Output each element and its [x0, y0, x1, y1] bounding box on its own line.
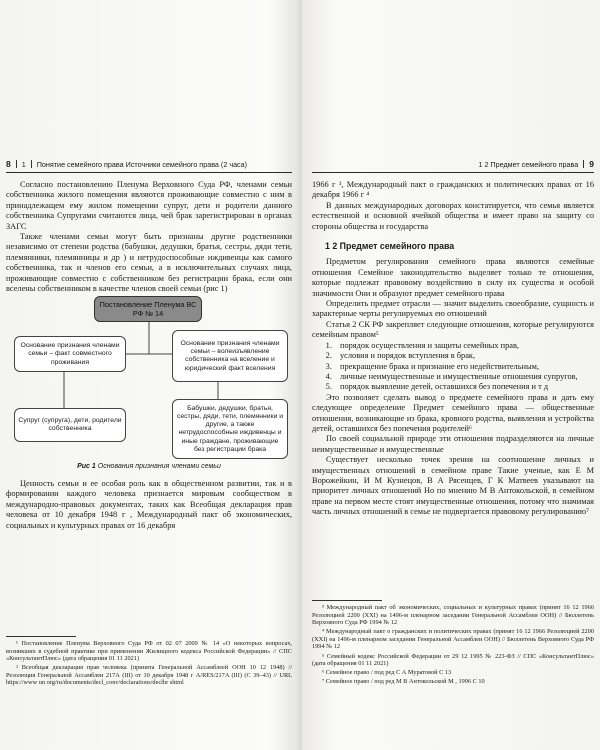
- left-page: [6, 158, 292, 748]
- paragraph: В данных международных договорах констатируется, что семья является естественной и основной ячейкой общества и имеет право на защиту со стороны общества и государства: [312, 200, 594, 231]
- right-running-title: 1 2 Предмет семейного права: [478, 160, 579, 169]
- right-running-head: [312, 158, 594, 173]
- left-footnotes: [6, 636, 292, 689]
- left-running-head: [6, 158, 292, 173]
- diagram-right-members-box: Бабушки, дедушки, братья, сестры, дяди, тети, племянники и другие, а также нетрудоспособные иждивенцы и иные граждане, проживающие без регистрации брака: [172, 399, 288, 459]
- footnote: ² Всеобщая декларация прав человека (принята Генеральной Ассамблеей ООН 10 12 1948) // Резолюция Генеральной Ассамблеи 217А (III) от 10 декабря 1948 г A/RES/217A (III) (С 39–43) // URL https://www un org/ru/documents/decl_conv/declarations/declhr shtml: [6, 664, 292, 687]
- divider: [583, 160, 584, 168]
- paragraph: По своей социальной природе эти отношения подразделяются на личные неимущественные и имущественные: [312, 434, 594, 454]
- left-page-number: 8: [6, 159, 11, 169]
- right-footnotes: [312, 600, 594, 687]
- left-chapter-number: 1: [21, 160, 26, 169]
- paragraph: Ценность семьи и ее особая роль как в общественном развитии, так и в формировании каждого человека признается мировым сообществом в международно-правовых документах, таких как Всеобщая декларация прав человека от 10 декабря 1948 г , Международный пакт об экономических, социальных и культурных правах от 16 декабря: [6, 478, 292, 530]
- list-item: 3. прекращение брака и признание его недействительным,: [334, 362, 594, 372]
- right-page: [312, 158, 594, 748]
- diagram-left-members-box: Супруг (супруга), дети, родители собственника: [14, 408, 126, 442]
- paragraph: Существует несколько точек зрения на соотношение личных и имущественных отношений в семейном праве Такие ученые, как Е М Ворожейкин, И М Кузнецов, В А Рясенцев, Г К Матвеев указывают на приоритет личных отношений Но по мнению М В Антокольской, в семейном праве на первом месте стоят имущественные отношения, потому что значимая часть личных отношений в семье не подвергается правовому регулированию⁷: [312, 455, 594, 517]
- paragraph: Это позволяет сделать вывод о предмете семейного права и дать ему следующее определение Предмет семейного права — общественные отношения, возникающие из брака, кровного родства, выявления и устройства детей, оставшихся без попечения родителей⁶: [312, 392, 594, 433]
- paragraph: Предметом регулирования семейного права являются семейные отношения Семейное законодательство выделяет только те отношения, которые подлежат правовому воздействию в силу их существа и особой значимости Они и образуют предмет семейного права: [312, 257, 594, 298]
- list-item: 1. порядок осуществления и защиты семейных прав,: [334, 341, 594, 351]
- list-item: 4. личные неимущественные и имущественные отношения супругов,: [334, 372, 594, 382]
- paragraph: Согласно постановлению Пленума Верховного Суда РФ, членами семьи собственника жилого помещения являются проживающие совместно с ним в принадлежащем ему жилом помещении супруг, дети и родители данного собственника Супругами считаются лица, чей брак зарегистрирован в органах ЗАГС: [6, 180, 292, 231]
- list-item: 2. условия и порядок вступления в брак,: [334, 351, 594, 361]
- diagram-right-basis-box: Основание признания членами семьи – волеизъявление собственника на вселение и юридический факт вселения: [172, 330, 288, 382]
- footnote-rule: [312, 600, 382, 601]
- footnote: ¹ Постановление Пленума Верховного Суда РФ от 02 07 2009 № 14 «О некоторых вопросах, возникших в судебной практике при применении Жилищного кодекса Российской Федерации» // СПС «КонсультантПлюс» (дата обращения 01 11 2021): [6, 640, 292, 663]
- figure-caption: [6, 462, 292, 472]
- paragraph: Определить предмет отрасли — значит выделить своеобразие, сущность и характерные черты регулируемых ею отношений: [312, 299, 594, 319]
- divider: [16, 160, 17, 168]
- footnote: ⁶ Семейное право / под ред С А Муратовой С 13: [322, 669, 452, 677]
- footnote: ³ Международный пакт об экономических, социальных и культурных правах (принят 16 12 1966 Резолюцией 2200 (XXI) на 1496-м пленарном заседании Генеральной Ассамблеи ООН) // Бюллетень Верховного Суда РФ 1994 № 12: [312, 604, 594, 627]
- footnote-rule: [6, 636, 76, 637]
- right-body: [312, 180, 594, 518]
- paragraph: Также членами семьи могут быть признаны другие родственники независимо от степени родства (бабушки, дедушки, братья, сестры, дяди тети, племянники, племянницы и др ) и нетрудоспособные иждивенцы как самого собственника, так и членов его семьи, а в исключительных случаях лица, проживающие совместно с собственником без регистрации брака, если они вселены собственником в качестве членов своей семьи (рис 1): [6, 232, 292, 294]
- figure-caption-label: Рис 1: [77, 463, 96, 471]
- list-item: 5. порядок выявление детей, оставшихся без попечения и т д: [334, 382, 594, 392]
- diagram-left-basis-box: Основание признания членами семьи – факт совместного проживания: [14, 336, 126, 372]
- footnote: ⁵ Семейный кодекс Российской Федерации от 29 12 1995 № 223-ФЗ // СПС «КонсультантПлюс» (дата обращения 01 11 2021): [312, 652, 594, 668]
- diagram-top-box: Постановление Пленума ВС РФ № 14: [94, 296, 202, 322]
- relations-list: [312, 341, 594, 393]
- paragraph: Статья 2 СК РФ закрепляет следующие отношения, которые регулируются семейным правом⁵: [312, 319, 594, 340]
- family-members-diagram: [6, 296, 292, 460]
- left-body: [6, 180, 292, 531]
- footnote: ⁴ Международный пакт о гражданских и политических правах (принят 16 12 1966 Резолюцией 2200 (XXI) на 1496-м пленарном заседании Генеральной Ассамблеи ООН) // Бюллетень Верховного Суда РФ 1994 № 12: [312, 628, 594, 651]
- section-heading: 1 2 Предмет семейного права: [325, 241, 455, 252]
- divider: [31, 160, 32, 168]
- left-running-title: Понятие семейного права Источники семейного права (2 часа): [36, 160, 248, 169]
- paragraph: 1966 г ³, Международный пакт о гражданских и политических правах от 16 декабря 1966 г ⁴: [312, 180, 594, 200]
- right-page-number: 9: [589, 159, 594, 169]
- figure-caption-text: Основания признания членами семьи: [97, 463, 221, 471]
- footnote: ⁷ Семейное право / под ред М В Антокольской М , 1996 С 10: [322, 678, 485, 686]
